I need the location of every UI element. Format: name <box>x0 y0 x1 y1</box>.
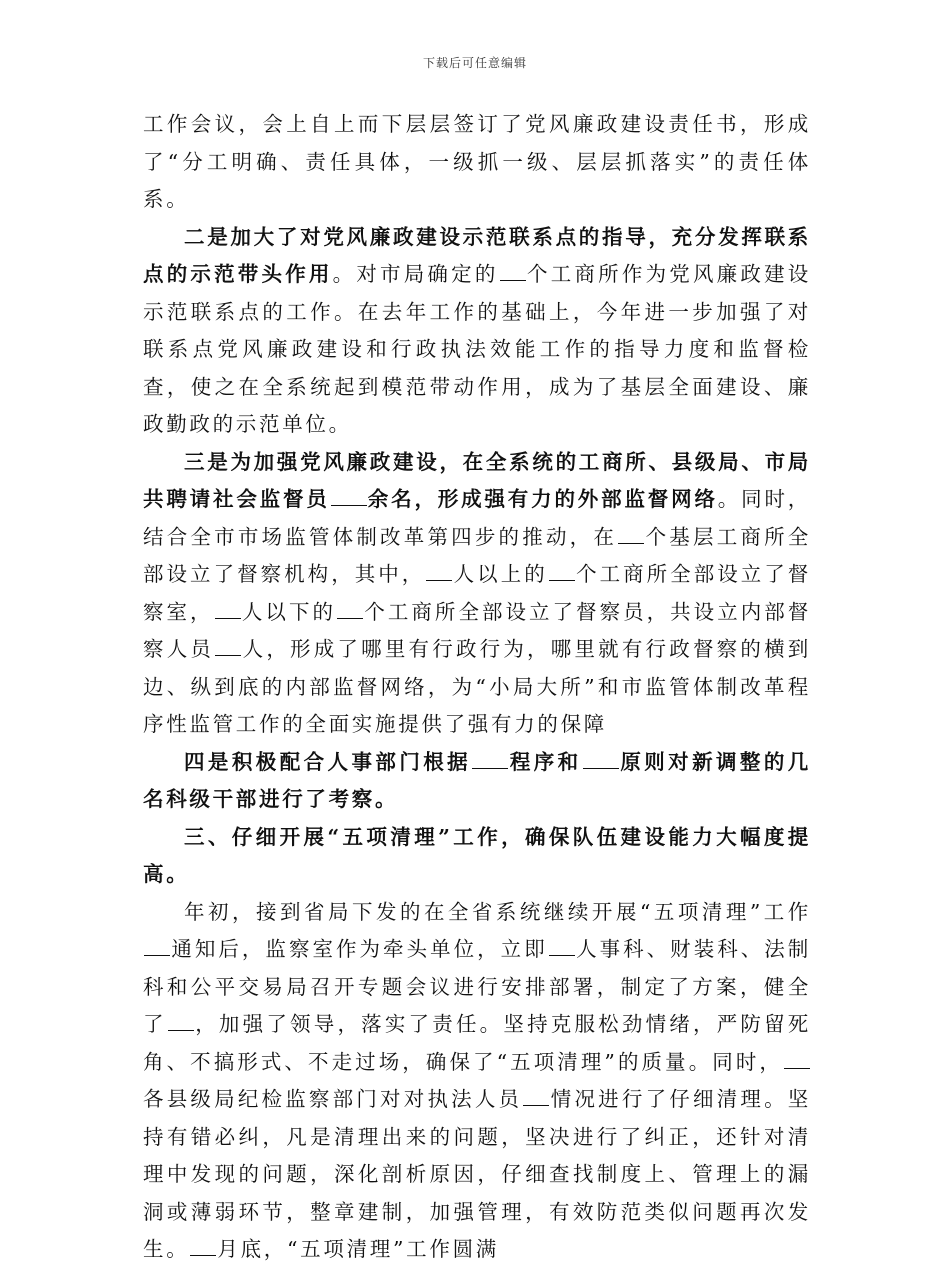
paragraph-text: 人以下的 <box>241 599 337 624</box>
blank-underline <box>549 560 575 582</box>
paragraph-text: 人事科、财装科、法制科和公平交易局召开专题会议进行安排部署，制定了方案，健全了 <box>143 937 812 1036</box>
blank-underline <box>549 935 575 957</box>
paragraph-text: 年初，接到省局下发的在全省系统继续开展“五项清理”工作 <box>184 899 811 924</box>
paragraph-text: 各县级局纪检监察部门对对执法人员 <box>143 1087 523 1111</box>
blank-underline <box>426 560 452 582</box>
bold-heading-text: 四是积极配合人事部门根据 <box>184 749 472 774</box>
paragraph-responsibility-system <box>143 106 811 219</box>
blank-underline <box>523 1085 549 1107</box>
blank-underline <box>337 597 363 619</box>
paragraph-text: 个工商所全部设立了督察员，共设立内部督察人员 <box>143 599 811 661</box>
blank-underline <box>500 260 526 282</box>
bold-heading-text: 二是加大了对党风廉政建设示范联系点的指导，充分发挥联系点的示范带头作用 <box>143 224 811 286</box>
page-header-note: 下载后可任意编辑 <box>422 56 527 70</box>
paragraph-text: 个工商所全部设立了督察室， <box>143 562 812 624</box>
blank-underline <box>618 522 644 544</box>
blank-underline <box>331 485 367 507</box>
paragraph-text: ，加强了领导，落实了责任。坚持克服松劲情绪，严防留死角、不搞形式、不走过场，确保了“五项清理”的质量。同时， <box>143 1012 812 1074</box>
blank-underline <box>784 1047 810 1069</box>
paragraph-text: 。同时，结合全市市场监管体制改革第四步的推动，在 <box>143 487 811 549</box>
blank-underline <box>583 747 619 769</box>
bold-heading-text: 程序和 <box>509 749 582 774</box>
paragraph-demonstration-points <box>143 219 811 444</box>
bold-heading-text: 余名，形成强有力的外部监督网络 <box>367 487 718 511</box>
blank-underline <box>190 1235 216 1257</box>
paragraph-text: 月底，“五项清理”工作圆满 <box>217 1237 499 1261</box>
paragraph-text: 个工商所作为党风廉政建设示范联系点的工作。在去年工作的基础上，今年进一步加强了对联系点党风廉政建设和行政执法效能工作的指导力度和监督检查，使之在全系统起到模范带动作用，成为了基层全面建设、廉政勤政的示范单位。 <box>143 262 811 436</box>
section-heading-five-clearances <box>143 819 811 894</box>
paragraph-supervision-network <box>143 444 811 744</box>
blank-underline <box>215 597 241 619</box>
paragraph-text: 工作会议，会上自上而下层层签订了党风廉政建设责任书，形成了“分工明确、责任具体，一级抓一级、层层抓落实”的责任体系。 <box>143 112 811 211</box>
section-heading-text: 三、仔细开展“五项清理”工作，确保队伍建设能力大幅度提高。 <box>143 824 811 886</box>
paragraph-cadre-inspection <box>143 744 811 819</box>
blank-underline <box>215 635 241 657</box>
paragraph-text: 人以上的 <box>453 562 548 586</box>
paragraph-text: 通知后，监察室作为牵头单位，立即 <box>171 937 548 961</box>
paragraph-text: 情况进行了仔细清理。坚持有错必纠，凡是清理出来的问题，坚决进行了纠正，还针对清理中发现的问题，深化剖析原因，仔细查找制度上、管理上的漏洞或薄弱环节，整章建制，加强管理，有效防范类似问题再次发生。 <box>143 1087 812 1261</box>
paragraph-text: 人，形成了哪里有行政行为，哪里就有行政督察的横到边、纵到底的内部监督网络，为“小局大所”和市监管体制改革程序性监管工作的全面实施提供了强有力的保障 <box>143 637 811 736</box>
blank-underline <box>144 935 170 957</box>
blank-underline <box>168 1010 194 1032</box>
bold-heading-text: 原则对新调整的几名科级干部进行了考察。 <box>143 749 811 811</box>
bold-heading-text: 三是为加强党风廉政建设，在全系统的工商所、县级局、市局共聘请社会监督员 <box>143 449 811 511</box>
paragraph-text: 。对市局确定的 <box>332 262 499 286</box>
paragraph-five-clearances-work <box>143 894 811 1269</box>
paragraph-text: 个基层工商所全部设立了督察机构，其中， <box>143 524 812 586</box>
document-body <box>143 106 811 1269</box>
blank-underline <box>472 747 508 769</box>
